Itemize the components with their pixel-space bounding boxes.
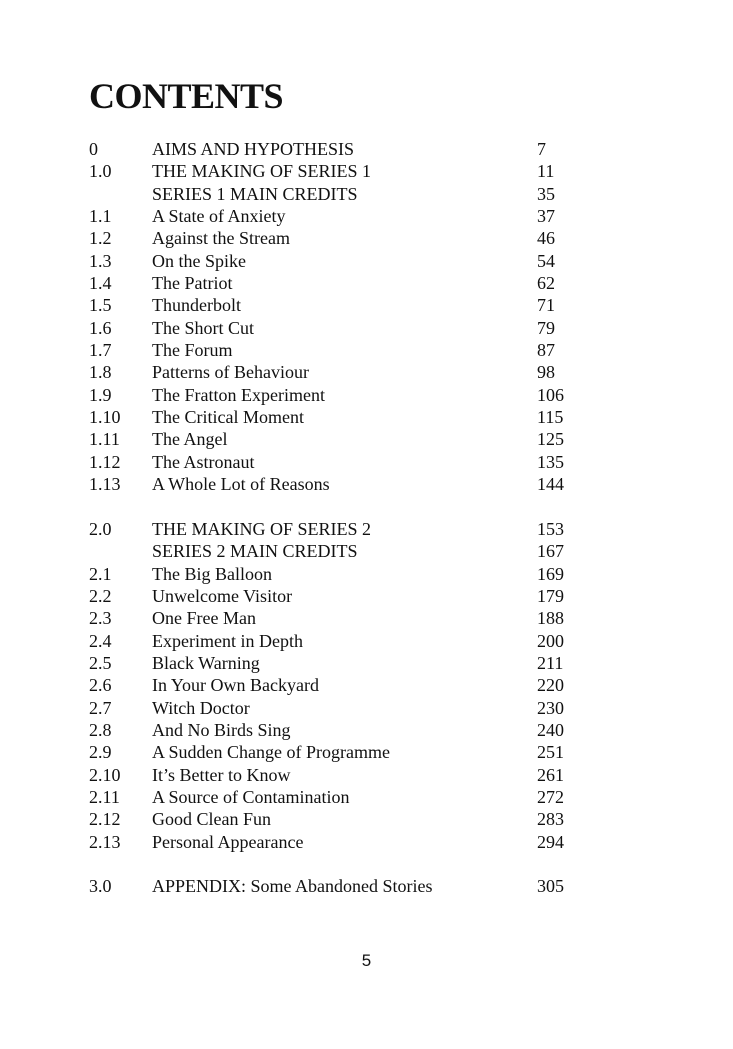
toc-entry-title: The Astronaut (152, 451, 255, 472)
toc-entry-title: Unwelcome Visitor (152, 585, 293, 606)
toc-entry-number: 1.6 (89, 317, 112, 338)
toc-entry-number: 0 (89, 139, 98, 159)
toc-entry-title: The Forum (152, 340, 233, 361)
toc-entry (89, 294, 589, 316)
toc-entry-number: 2.13 (89, 831, 121, 852)
toc-entry (89, 630, 589, 652)
toc-entry-number: 1.10 (89, 407, 121, 428)
toc-entry-page: 115 (537, 407, 564, 428)
toc-entry-page: 305 (537, 876, 564, 897)
toc-entry-number: 2.3 (89, 608, 112, 629)
section-gap (89, 496, 589, 518)
toc-entry-number: 1.4 (89, 273, 112, 294)
toc-entry-number: 1.0 (89, 161, 112, 182)
toc-entry (89, 786, 589, 808)
toc-entry-title: A Sudden Change of Programme (152, 742, 390, 763)
toc-entry-number: 2.4 (89, 630, 112, 651)
toc-entry-page: 125 (537, 429, 564, 450)
toc-entry-page: 200 (537, 630, 564, 651)
toc-entry-title: A Whole Lot of Reasons (152, 474, 330, 495)
toc-entry-page: 62 (537, 273, 555, 294)
toc-entry-title: And No Birds Sing (152, 719, 291, 740)
toc-entry (89, 473, 589, 495)
toc-entry (89, 361, 589, 383)
toc-entry-page: 35 (537, 183, 555, 204)
toc-entry-title: The Critical Moment (152, 407, 304, 428)
toc-entry-page: 79 (537, 317, 555, 338)
toc-entry-page: 294 (537, 831, 564, 852)
toc-entry (89, 339, 589, 361)
toc-entry-page: 272 (537, 786, 564, 807)
toc-entry-page: 37 (537, 206, 555, 227)
toc-entry (89, 250, 589, 272)
toc-entry (89, 183, 589, 205)
toc-entry-title: Patterns of Behaviour (152, 362, 309, 383)
toc-entry-number: 2.0 (89, 518, 112, 539)
toc-entry (89, 205, 589, 227)
toc-entry-page: 7 (537, 139, 546, 159)
toc-entry (89, 406, 589, 428)
section-gap (89, 853, 589, 875)
toc-entry (89, 451, 589, 473)
toc-entry-title: SERIES 1 MAIN CREDITS (152, 183, 358, 204)
toc-entry-number: 2.12 (89, 809, 121, 830)
toc-entry-title: The Short Cut (152, 317, 254, 338)
toc-entry-title: Thunderbolt (152, 295, 241, 316)
toc-entry-page: 54 (537, 250, 555, 271)
toc-entry-number: 1.7 (89, 340, 112, 361)
toc-entry-number: 2.10 (89, 764, 121, 785)
toc-entry-title: Against the Stream (152, 228, 290, 249)
toc-entry-title: Witch Doctor (152, 697, 250, 718)
toc-entry (89, 160, 589, 182)
toc-entry-title: Personal Appearance (152, 831, 304, 852)
toc-entry-number: 2.2 (89, 585, 112, 606)
toc-entry (89, 875, 589, 897)
toc-entry (89, 138, 589, 160)
toc-entry-number: 1.11 (89, 429, 120, 450)
toc-entry-page: 261 (537, 764, 564, 785)
toc-entry-page: 169 (537, 563, 564, 584)
toc-entry-number: 2.8 (89, 719, 112, 740)
toc-entry-page: 240 (537, 719, 564, 740)
toc-entry (89, 607, 589, 629)
toc-entry (89, 719, 589, 741)
toc-entry-title: The Angel (152, 429, 228, 450)
toc-entry (89, 697, 589, 719)
toc-entry-number: 1.2 (89, 228, 112, 249)
toc-entry (89, 518, 589, 540)
toc-entry-title: THE MAKING OF SERIES 2 (152, 518, 372, 539)
toc-entry-page: 188 (537, 608, 564, 629)
toc-entry-title: Black Warning (152, 652, 260, 673)
toc-entry-number: 2.5 (89, 652, 112, 673)
toc-entry (89, 585, 589, 607)
toc-entry-number: 1.3 (89, 250, 112, 271)
toc-entry-title: Experiment in Depth (152, 630, 303, 651)
toc-entry-page: 87 (537, 340, 555, 361)
toc-entry-title: THE MAKING OF SERIES 1 (152, 161, 372, 182)
toc-entry-page: 106 (537, 384, 564, 405)
toc-entry (89, 808, 589, 830)
toc-entry-page: 11 (537, 161, 555, 182)
toc-entry-page: 46 (537, 228, 555, 249)
toc-entry (89, 563, 589, 585)
toc-entry-title: A State of Anxiety (152, 206, 286, 227)
toc-entry-title: It’s Better to Know (152, 764, 291, 785)
toc-entry-title: SERIES 2 MAIN CREDITS (152, 541, 358, 562)
toc-entry (89, 741, 589, 763)
toc-entry (89, 652, 589, 674)
toc-entry-page: 98 (537, 362, 555, 383)
toc-entry-title: In Your Own Backyard (152, 675, 319, 696)
page-number: 5 (361, 951, 372, 970)
toc-entry-number: 2.6 (89, 675, 112, 696)
toc-entry-number: 1.5 (89, 295, 112, 316)
toc-entry-page: 283 (537, 809, 564, 830)
toc-entry-number: 2.1 (89, 563, 112, 584)
toc-entry-number: 1.9 (89, 384, 112, 405)
toc-entry-title: On the Spike (152, 250, 246, 271)
toc-entry-number: 2.9 (89, 742, 112, 763)
table-of-contents (89, 138, 589, 898)
toc-entry (89, 317, 589, 339)
toc-entry-page: 251 (537, 742, 564, 763)
toc-entry (89, 674, 589, 696)
toc-entry-number: 2.11 (89, 786, 120, 807)
toc-entry-page: 144 (537, 474, 564, 495)
toc-entry-page: 153 (537, 518, 564, 539)
toc-entry-title: AIMS AND HYPOTHESIS (152, 139, 355, 159)
toc-entry-title: APPENDIX: Some Abandoned Stories (152, 876, 433, 897)
toc-entry-title: Good Clean Fun (152, 809, 271, 830)
toc-entry-page: 179 (537, 585, 564, 606)
toc-entry (89, 831, 589, 853)
toc-entry-number: 1.1 (89, 206, 112, 227)
toc-entry-page: 230 (537, 697, 564, 718)
toc-entry (89, 540, 589, 562)
toc-entry-number: 1.13 (89, 474, 121, 495)
toc-entry-title: The Patriot (152, 273, 233, 294)
toc-entry-page: 220 (537, 675, 564, 696)
toc-entry-page: 135 (537, 451, 564, 472)
toc-entry-number: 1.12 (89, 451, 121, 472)
toc-entry (89, 764, 589, 786)
toc-entry-page: 167 (537, 541, 564, 562)
toc-entry-page: 71 (537, 295, 555, 316)
toc-entry-title: The Fratton Experiment (152, 384, 325, 405)
toc-entry-number: 1.8 (89, 362, 112, 383)
toc-entry-title: One Free Man (152, 608, 256, 629)
toc-entry-page: 211 (537, 652, 564, 673)
toc-entry (89, 272, 589, 294)
toc-entry-number: 3.0 (89, 876, 112, 897)
toc-entry-number: 2.7 (89, 697, 112, 718)
toc-entry-title: A Source of Contamination (152, 786, 350, 807)
toc-entry-title: The Big Balloon (152, 563, 272, 584)
toc-entry (89, 227, 589, 249)
toc-entry (89, 384, 589, 406)
toc-entry (89, 428, 589, 450)
page-title: CONTENTS (89, 76, 284, 116)
